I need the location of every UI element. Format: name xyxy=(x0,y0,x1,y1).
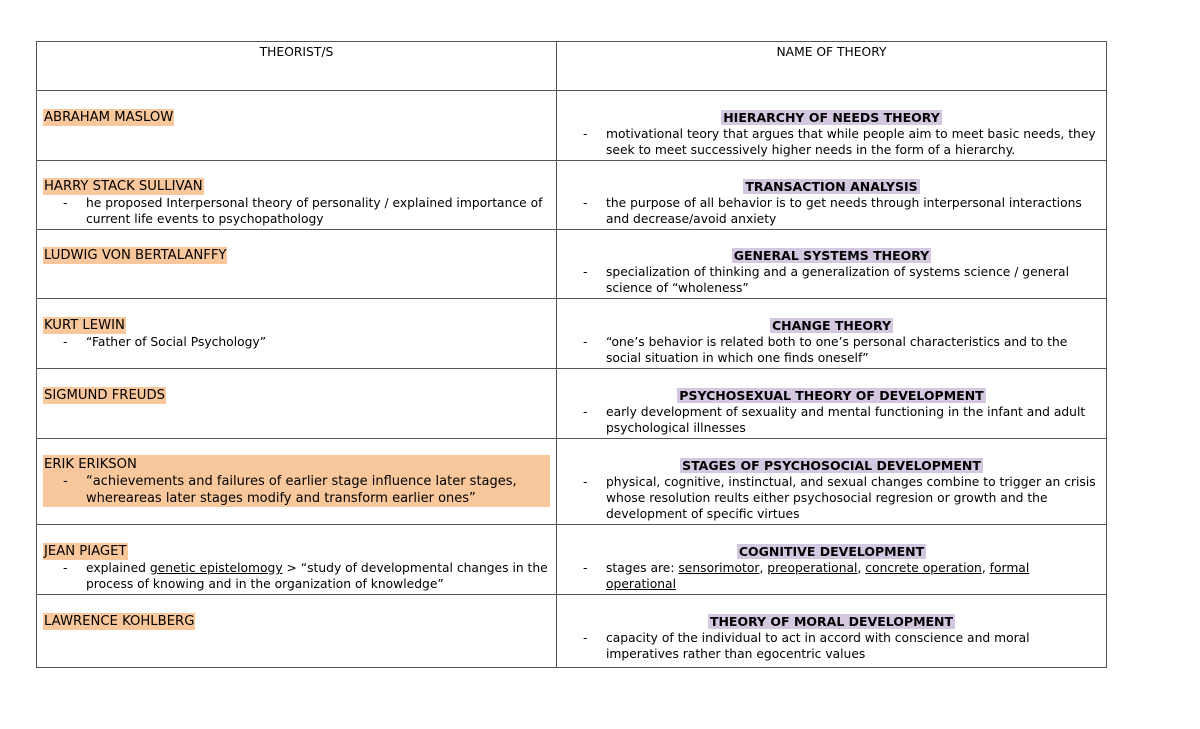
table-row xyxy=(37,299,1107,369)
bullet-dash: - xyxy=(63,474,68,489)
table-row xyxy=(37,595,1107,668)
bullet-dash: - xyxy=(583,561,588,575)
header-theorists: THEORIST/S xyxy=(37,42,557,91)
theory-cell xyxy=(557,299,1107,369)
theory-description: the purpose of all behavior is to get needs through interpersonal interactions and decrease/avoid anxiety xyxy=(606,196,1082,226)
stage-link[interactable]: concrete operation xyxy=(865,561,982,575)
theory-cell xyxy=(557,525,1107,595)
theorist-name: SIGMUND FREUDS xyxy=(44,388,165,403)
highlighted-block xyxy=(43,455,550,507)
theorist-name: HARRY STACK SULLIVAN xyxy=(44,179,203,194)
bullet-dash: - xyxy=(583,265,588,279)
table-row xyxy=(37,91,1107,161)
theorist-cell xyxy=(37,439,557,525)
theory-title: PSYCHOSEXUAL THEORY OF DEVELOPMENT xyxy=(679,388,984,403)
theorist-note: “Father of Social Psychology” xyxy=(86,335,267,349)
theorist-note-suffix: > “study of developmental changes in the process of knowing and in the organization of knowledge” xyxy=(86,561,548,591)
stage-link[interactable]: preoperational xyxy=(767,561,858,575)
table-row xyxy=(37,525,1107,595)
theory-cell xyxy=(557,595,1107,668)
bullet-dash: - xyxy=(583,631,588,645)
theorist-name: LUDWIG VON BERTALANFFY xyxy=(44,248,227,263)
theorist-name: ERIK ERIKSON xyxy=(44,457,137,472)
theorist-cell xyxy=(37,525,557,595)
bullet-dash: - xyxy=(63,196,68,210)
stage-link[interactable]: sensorimotor xyxy=(678,561,760,575)
theorist-cell xyxy=(37,299,557,369)
theory-title: HIERARCHY OF NEEDS THEORY xyxy=(723,110,940,125)
theory-description: specialization of thinking and a generalization of systems science / general science of “wholeness” xyxy=(606,265,1070,295)
theorist-name: JEAN PIAGET xyxy=(44,544,127,559)
stage-separator: , xyxy=(759,561,768,575)
bullet-dash: - xyxy=(63,335,68,349)
bullet-dash: - xyxy=(583,127,588,141)
stage-separator: , xyxy=(857,561,866,575)
theorist-cell xyxy=(37,230,557,299)
bullet-dash: - xyxy=(583,335,588,349)
theorist-note: he proposed Interpersonal theory of personality / explained importance of current life events to psychopathology xyxy=(86,196,543,226)
theory-cell xyxy=(557,91,1107,161)
table-row xyxy=(37,161,1107,230)
bullet-dash: - xyxy=(583,405,588,419)
theory-title: STAGES OF PSYCHOSOCIAL DEVELOPMENT xyxy=(682,458,981,473)
theory-description: “one’s behavior is related both to one’s personal characteristics and to the social situation in which one finds oneself” xyxy=(606,335,1068,365)
theory-description: capacity of the individual to act in accord with conscience and moral imperatives rather than egocentric values xyxy=(606,631,1030,661)
header-row xyxy=(37,42,1107,91)
table-row xyxy=(37,230,1107,299)
theory-cell xyxy=(557,230,1107,299)
bullet-dash: - xyxy=(583,196,588,210)
theories-table xyxy=(36,41,1107,668)
theory-description: motivational teory that argues that while people aim to meet basic needs, they seek to meet successively higher needs in the form of a hierarchy. xyxy=(606,127,1096,157)
theory-description: early development of sexuality and mental functioning in the infant and adult psychological illnesses xyxy=(606,405,1086,435)
theorist-note-link[interactable]: genetic epistelomogy xyxy=(149,561,283,575)
theory-description-prefix: stages are: xyxy=(606,561,679,575)
theory-cell xyxy=(557,161,1107,230)
theory-cell xyxy=(557,369,1107,439)
table-row xyxy=(37,369,1107,439)
bullet-dash: - xyxy=(63,561,68,575)
stage-separator: , xyxy=(981,561,990,575)
theory-description: physical, cognitive, instinctual, and sexual changes combine to trigger an crisis whose resolution reults either psychosocial regresion or growth and the development of specific virtues xyxy=(606,475,1096,521)
theory-title: GENERAL SYSTEMS THEORY xyxy=(733,248,930,263)
theorist-note-prefix: explained xyxy=(86,561,150,575)
theory-cell xyxy=(557,439,1107,525)
theorist-cell xyxy=(37,161,557,230)
theorist-cell xyxy=(37,595,557,668)
header-theory-name: NAME OF THEORY xyxy=(557,42,1107,91)
table-row xyxy=(37,439,1107,525)
theory-title: CHANGE THEORY xyxy=(771,318,892,333)
theorist-name: LAWRENCE KOHLBERG xyxy=(44,614,195,629)
stage-link[interactable]: formal operational xyxy=(606,561,1030,591)
theorist-note: “achievements and failures of earlier stage influence later stages, whereareas later stages modify and transform earlier ones” xyxy=(86,474,517,506)
theory-title: TRANSACTION ANALYSIS xyxy=(745,179,918,194)
bullet-dash: - xyxy=(583,475,588,489)
theorist-cell xyxy=(37,369,557,439)
theorist-cell xyxy=(37,91,557,161)
theory-title: THEORY OF MORAL DEVELOPMENT xyxy=(709,614,954,629)
theory-title: COGNITIVE DEVELOPMENT xyxy=(738,544,925,559)
theorist-name: KURT LEWIN xyxy=(44,318,125,333)
theorist-name: ABRAHAM MASLOW xyxy=(44,110,174,125)
